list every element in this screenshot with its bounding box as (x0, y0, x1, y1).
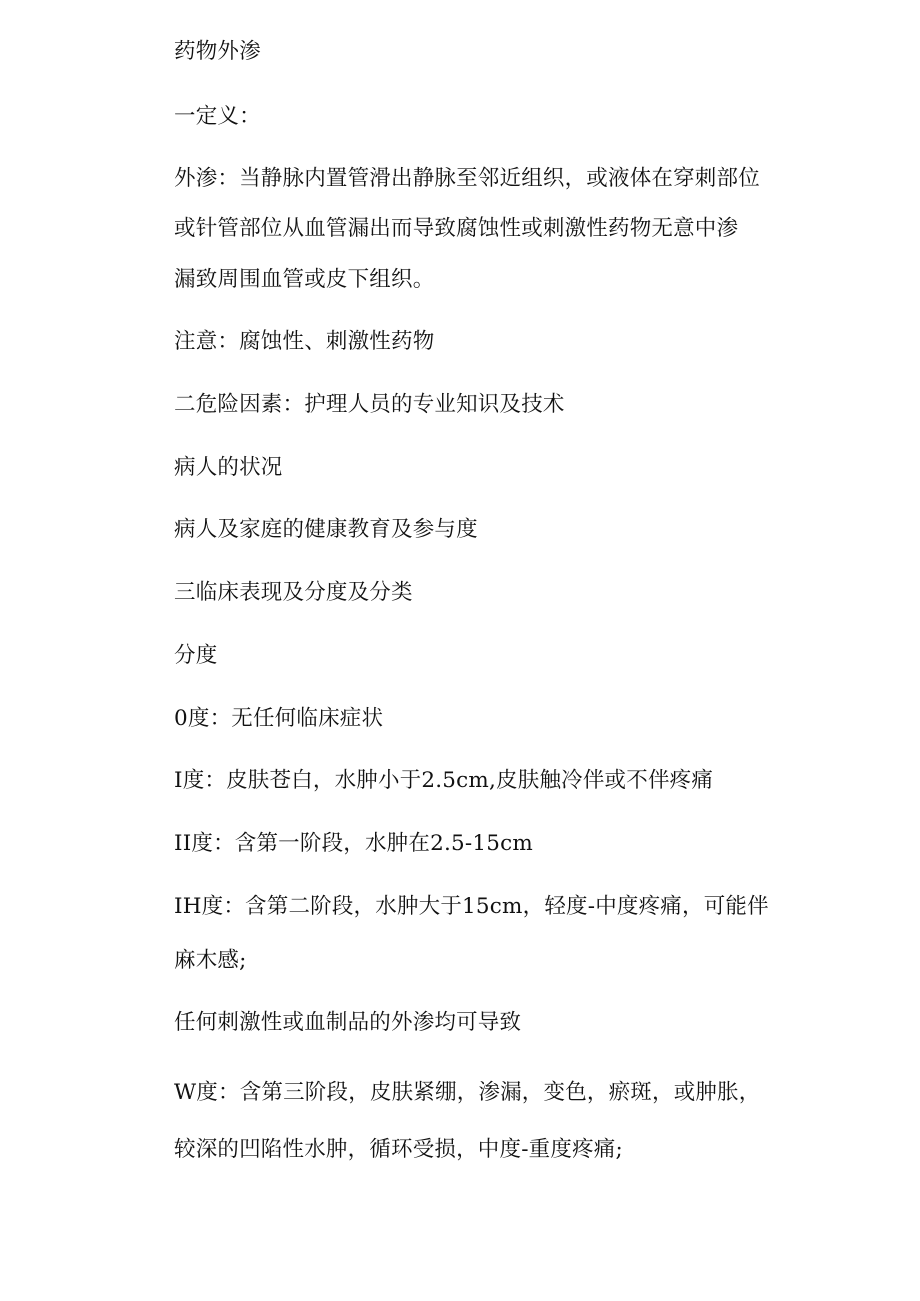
grade-4-line-2: 较深的凹陷性水肿，循环受损，中度-重度疼痛; (174, 1137, 623, 1162)
document-title: 药物外渗 (174, 39, 261, 64)
section-heading-definition: 一定义： (174, 104, 261, 129)
grade-1-line: I度：皮肤苍白，水肿小于2.5cm,皮肤触冷伴或不伴疼痛 (174, 768, 714, 793)
grade-3-note: 任何刺激性或血制品的外渗均可导致 (174, 1010, 522, 1035)
grade-2-line: II度：含第一阶段，水肿在2.5-15cm (174, 831, 533, 856)
grade-4-line-1: W度：含第三阶段，皮肤紧绷，渗漏，变色，瘀斑，或肿胀， (174, 1080, 761, 1105)
risk-factor-health-education: 病人及家庭的健康教育及参与度 (174, 517, 478, 542)
subheading-grading: 分度 (174, 643, 218, 668)
definition-paragraph-line-3: 漏致周围血管或皮下组织。 (174, 267, 435, 292)
grade-3-line-2: 麻木感; (174, 948, 247, 973)
definition-paragraph-line-1: 外渗：当静脉内置管滑出静脉至邻近组织，或液体在穿刺部位 (174, 166, 760, 191)
note-line: 注意：腐蚀性、刺激性药物 (174, 329, 435, 354)
section-heading-clinical-manifestations: 三临床表现及分度及分类 (174, 580, 413, 605)
grade-0-line: 0度：无任何临床症状 (174, 706, 384, 731)
definition-paragraph-line-2: 或针管部位从血管漏出而导致腐蚀性或刺激性药物无意中渗 (174, 216, 739, 241)
grade-3-line-1: IH度：含第二阶段，水肿大于15cm，轻度-中度疼痛，可能伴 (174, 894, 769, 919)
section-heading-risk-factors: 二危险因素：护理人员的专业知识及技术 (174, 392, 565, 417)
risk-factor-patient-condition: 病人的状况 (174, 455, 283, 480)
